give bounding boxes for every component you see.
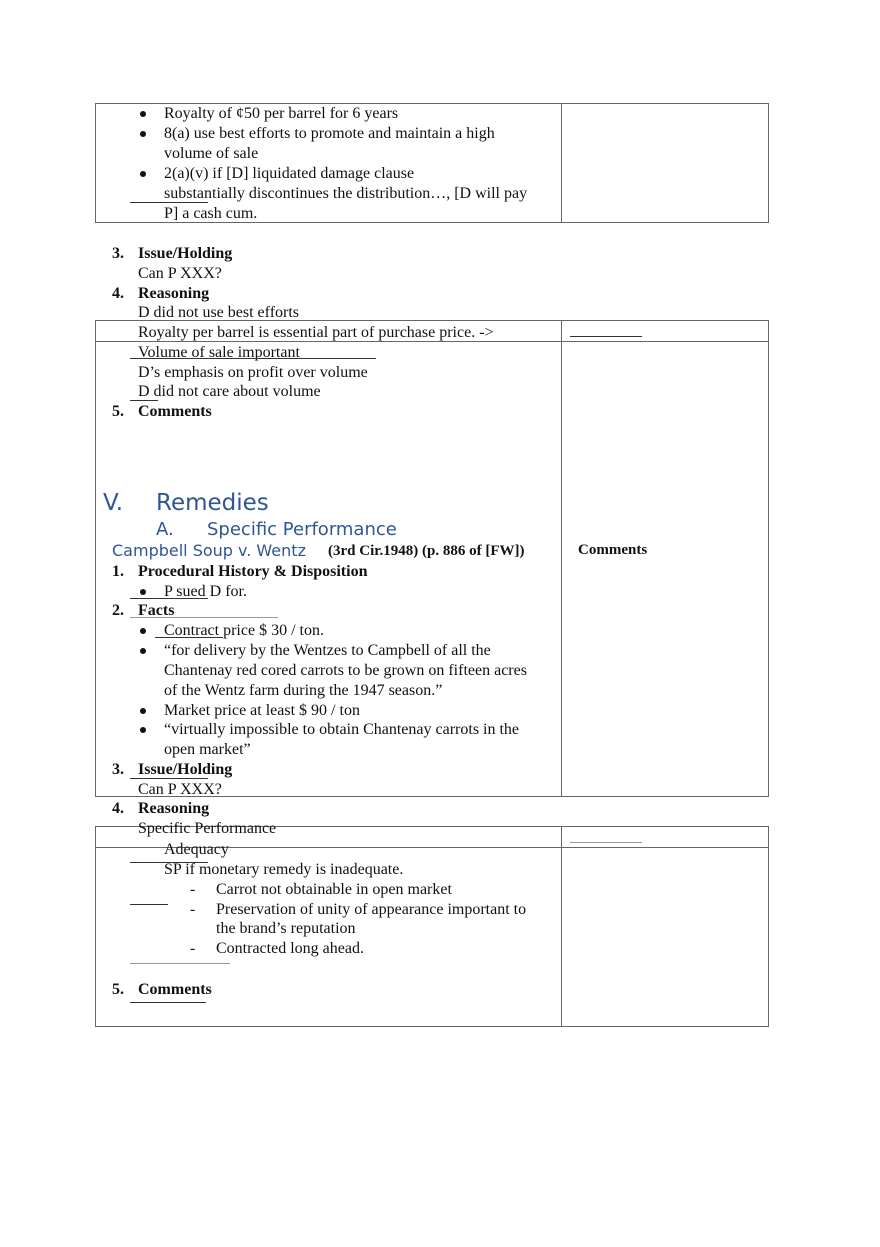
- table-1-divider: [561, 103, 562, 223]
- table-1-cont-1: volume of sale: [164, 145, 259, 162]
- dash-marker: -: [190, 881, 196, 898]
- facts-bullet-1: Contract price $ 30 / ton.: [164, 622, 324, 639]
- reasoning-line-5: D did not care about volume: [138, 383, 321, 400]
- bullet: [140, 628, 146, 634]
- case-name: Campbell Soup v. Wentz: [112, 541, 306, 560]
- facts-bullet-2: “for delivery by the Wentzes to Campbell of all the: [164, 642, 491, 659]
- procedural-heading: Procedural History & Disposition: [138, 563, 368, 580]
- reasoning-heading: Reasoning: [138, 285, 210, 302]
- table-1-bullet-3: 2(a)(v) if [D] liquidated damage clause: [164, 165, 415, 182]
- dash-item-1: Carrot not obtainable in open market: [216, 881, 452, 898]
- issue-text-2: Can P XXX?: [138, 781, 222, 798]
- bullet: [140, 111, 146, 117]
- comments-number: 5.: [112, 403, 124, 420]
- annotation-line: [130, 904, 168, 905]
- bullet: [140, 727, 146, 733]
- side-comments-label: Comments: [578, 542, 648, 558]
- table-1-cont-3: P] a cash cum.: [164, 205, 258, 222]
- reasoning-line-2: Royalty per barrel is essential part of purchase price. ->: [138, 324, 494, 341]
- bullet: [140, 171, 146, 177]
- facts-cont-2: of the Wentz farm during the 1947 season.”: [164, 682, 443, 699]
- section-heading: Remedies: [156, 490, 269, 516]
- facts-cont-1: Chantenay red cored carrots to be grown on fifteen acres: [164, 662, 527, 679]
- annotation-line: [130, 963, 230, 964]
- facts-number: 2.: [112, 602, 124, 619]
- reasoning-line-3: Volume of sale important: [138, 344, 300, 361]
- dash-item-2-cont: the brand’s reputation: [216, 920, 356, 937]
- comments-number-2: 5.: [112, 981, 124, 998]
- annotation-line: [570, 336, 642, 337]
- annotation-line: [130, 778, 208, 779]
- facts-bullet-3: Market price at least $ 90 / ton: [164, 702, 360, 719]
- reasoning-line-1: D did not use best efforts: [138, 304, 300, 321]
- dash-item-3: Contracted long ahead.: [216, 940, 364, 957]
- subsection-letter: A.: [156, 519, 174, 540]
- bullet: [140, 589, 146, 595]
- table-1-bullet-1: Royalty of ¢50 per barrel for 6 years: [164, 105, 399, 122]
- dash-marker: -: [190, 901, 196, 918]
- issue-heading: Issue/Holding: [138, 245, 233, 262]
- reasoning-number-2: 4.: [112, 800, 124, 817]
- annotation-line: [570, 842, 642, 843]
- reasoning-2-line-1: Specific Performance: [138, 820, 277, 837]
- annotation-line: [130, 358, 376, 359]
- comments-heading-2: Comments: [138, 981, 212, 998]
- annotation-line: [130, 617, 278, 618]
- table-2-divider: [561, 320, 562, 797]
- issue-number-2: 3.: [112, 761, 124, 778]
- dash-item-2: Preservation of unity of appearance important to: [216, 901, 527, 918]
- bullet: [140, 708, 146, 714]
- reasoning-line-4: D’s emphasis on profit over volume: [138, 364, 368, 381]
- facts-bullet-4: “virtually impossible to obtain Chantenay carrots in the: [164, 721, 520, 738]
- issue-text: Can P XXX?: [138, 265, 222, 282]
- dash-marker: -: [190, 940, 196, 957]
- procedural-bullet: P sued D for.: [164, 583, 247, 600]
- reasoning-heading-2: Reasoning: [138, 800, 210, 817]
- comments-heading: Comments: [138, 403, 212, 420]
- procedural-number: 1.: [112, 563, 124, 580]
- annotation-line: [130, 1002, 206, 1003]
- table-1-cont-2: substantially discontinues the distribution…, [D will pay: [164, 185, 528, 202]
- annotation-line: [130, 598, 208, 599]
- reasoning-number: 4.: [112, 285, 124, 302]
- issue-number: 3.: [112, 245, 124, 262]
- annotation-line: [130, 400, 158, 401]
- case-citation: (3rd Cir.1948) (p. 886 of [FW]): [328, 543, 525, 559]
- reasoning-2-line-3: SP if monetary remedy is inadequate.: [164, 861, 404, 878]
- facts-cont-3: open market”: [164, 741, 251, 758]
- table-1-bullet-2: 8(a) use best efforts to promote and maintain a high: [164, 125, 495, 142]
- table-3-divider: [561, 826, 562, 1027]
- reasoning-2-line-2: Adequacy: [164, 841, 229, 858]
- bullet: [140, 131, 146, 137]
- bullet: [140, 648, 146, 654]
- annotation-line: [155, 637, 223, 638]
- section-roman-numeral: V.: [103, 490, 124, 516]
- issue-heading-2: Issue/Holding: [138, 761, 233, 778]
- subsection-heading: Specific Performance: [207, 519, 397, 540]
- facts-heading: Facts: [138, 602, 175, 619]
